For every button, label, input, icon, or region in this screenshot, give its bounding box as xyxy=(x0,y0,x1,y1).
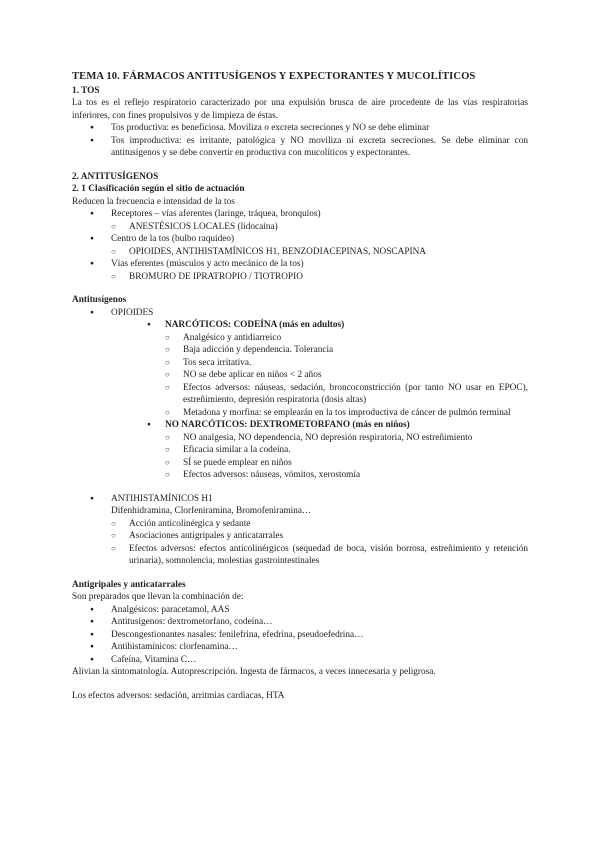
list-subitem: ○ ANESTÉSICOS LOCALES (lidocaína) xyxy=(111,221,528,234)
list-subitem: ○ Eficacia similar a la codeína. xyxy=(165,444,528,457)
list-item-label: Centro de la tos (bulbo raquídeo) xyxy=(111,234,235,244)
section-2-1-heading: 2. 1 Clasificación según el sitio de actuación xyxy=(72,184,245,194)
section-1-intro: La tos es el reflejo respiratorio caracterizado por una expulsión brusca de aire procedente de las vías respiratorias inferiores, con fines propulsivos y de limpieza de éstas. xyxy=(72,98,528,121)
antigripales-note: Alivian la sintomatología. Autoprescripción. Ingesta de fármacos, a veces innecesaria y peligrosa. xyxy=(72,667,436,677)
list-item: ● Antitusígenos: dextrometorfano, codeína… xyxy=(72,616,528,629)
list-subitem: ○ SÍ se puede emplear en niños xyxy=(165,457,528,470)
cough-types-list xyxy=(72,122,528,160)
antigripales-intro: Son preparados que llevan la combinación de: xyxy=(72,592,244,602)
list-subitem: ○ Tos seca irritativa. xyxy=(165,357,528,370)
antitusigenos-list xyxy=(72,307,528,482)
list-item xyxy=(72,233,528,258)
list-item: ● Cafeína, Vitamina C… xyxy=(72,654,528,667)
list-subitem: ○ NO se debe aplicar en niños < 2 años xyxy=(165,369,528,382)
list-item xyxy=(72,493,528,568)
list-subitem: ○ BROMURO DE IPRATROPIO / TIOTROPIO xyxy=(111,271,528,284)
list-item: ● Descongestionantes nasales: fenilefrina, efedrina, pseudoefedrina… xyxy=(72,629,528,642)
list-subitem: ○ NO analgesia, NO dependencia, NO depresión respiratoria, NO estreñimiento xyxy=(165,432,528,445)
section-2-intro: Reducen la frecuencia e intensidad de la tos xyxy=(72,196,235,207)
opioides-label: OPIOIDES xyxy=(111,307,154,318)
list-item xyxy=(147,319,528,419)
antigripales-heading: Antigripales y anticatarrales xyxy=(72,579,186,590)
antihistaminicos-label: ANTIHISTAMÍNICOS H1 xyxy=(111,493,213,504)
list-item xyxy=(72,208,528,233)
list-item: ● Tos productiva: es beneficiosa. Moviliza o excreta secreciones y NO se debe eliminar xyxy=(72,122,528,135)
list-item: ● Antihistamínicos: clorfenamina… xyxy=(72,641,528,654)
list-subitem: ○ Efectos adversos: náuseas, sedación, broncoconstricción (por tanto NO usar en EPOC), estreñimiento, depresión respiratoria (dosis altas) xyxy=(165,382,528,407)
section-1-heading: 1. TOS xyxy=(72,85,100,96)
list-subitem: ○ Analgésico y antidiarreico xyxy=(165,332,528,345)
antigripales-list xyxy=(72,604,528,667)
antihistaminicos-examples: Difenhidramina, Clorfeniramina, Bromofeniramina… xyxy=(111,506,312,516)
list-subitem: ○ Efectos adversos: náuseas, vómitos, xerostomía xyxy=(165,469,528,482)
list-subitem: ○ Baja adicción y dependencia. Tolerancia xyxy=(165,344,528,357)
narcoticos-label: NARCÓTICOS: CODEÍNA (más en adultos) xyxy=(165,320,345,330)
list-subitem: ○ Metadona y morfina: se emplearán en la tos improductiva de cáncer de pulmón terminal xyxy=(165,407,528,420)
section-2-heading: 2. ANTITUSÍGENOS xyxy=(72,171,159,182)
list-item xyxy=(72,258,528,283)
list-item xyxy=(147,419,528,482)
list-item-label: Vías eferentes (músculos y acto mecánico de la tos) xyxy=(111,259,304,269)
no-narcoticos-label: NO NARCÓTICOS: DEXTROMETORFANO (más en niños) xyxy=(165,420,410,430)
list-subitem: ○ Acción anticolinérgica y sedante xyxy=(111,518,528,531)
list-subitem: ○ OPIOIDES, ANTIHISTAMÍNICOS H1, BENZODIACEPINAS, NOSCAPINA xyxy=(111,246,528,259)
antihistaminicos-list xyxy=(72,493,528,568)
list-subitem: ○ Asociaciones antigripales y anticatarrales xyxy=(111,530,528,543)
list-item: ● Analgésicos: paracetamol, AAS xyxy=(72,604,528,617)
document-title: TEMA 10. FÁRMACOS ANTITUSÍGENOS Y EXPECTORANTES Y MUCOLÍTICOS xyxy=(72,71,476,82)
list-item-label: Receptores – vías aferentes (laringe, tráquea, bronquios) xyxy=(111,209,321,219)
list-item: ● Tos improductiva: es irritante, patológica y NO moviliza ni excreta secreciones. Se debe eliminar con antitusígenos y se debe convertir en productiva con mucolíticos y expectorantes. xyxy=(72,135,528,160)
list-item xyxy=(72,307,528,482)
antigripales-adverse-effects: Los efectos adversos: sedación, arritmias cardiacas, HTA xyxy=(72,690,285,701)
antitusigenos-heading: Antitusígenos xyxy=(72,295,127,305)
classification-list xyxy=(72,208,528,283)
list-subitem: ○ Efectos adversos: efectos anticolinérgicos (sequedad de boca, visión borrosa, estreñimiento y retención urinaria), somnolencia, molestias gastrointestinales xyxy=(111,543,528,568)
